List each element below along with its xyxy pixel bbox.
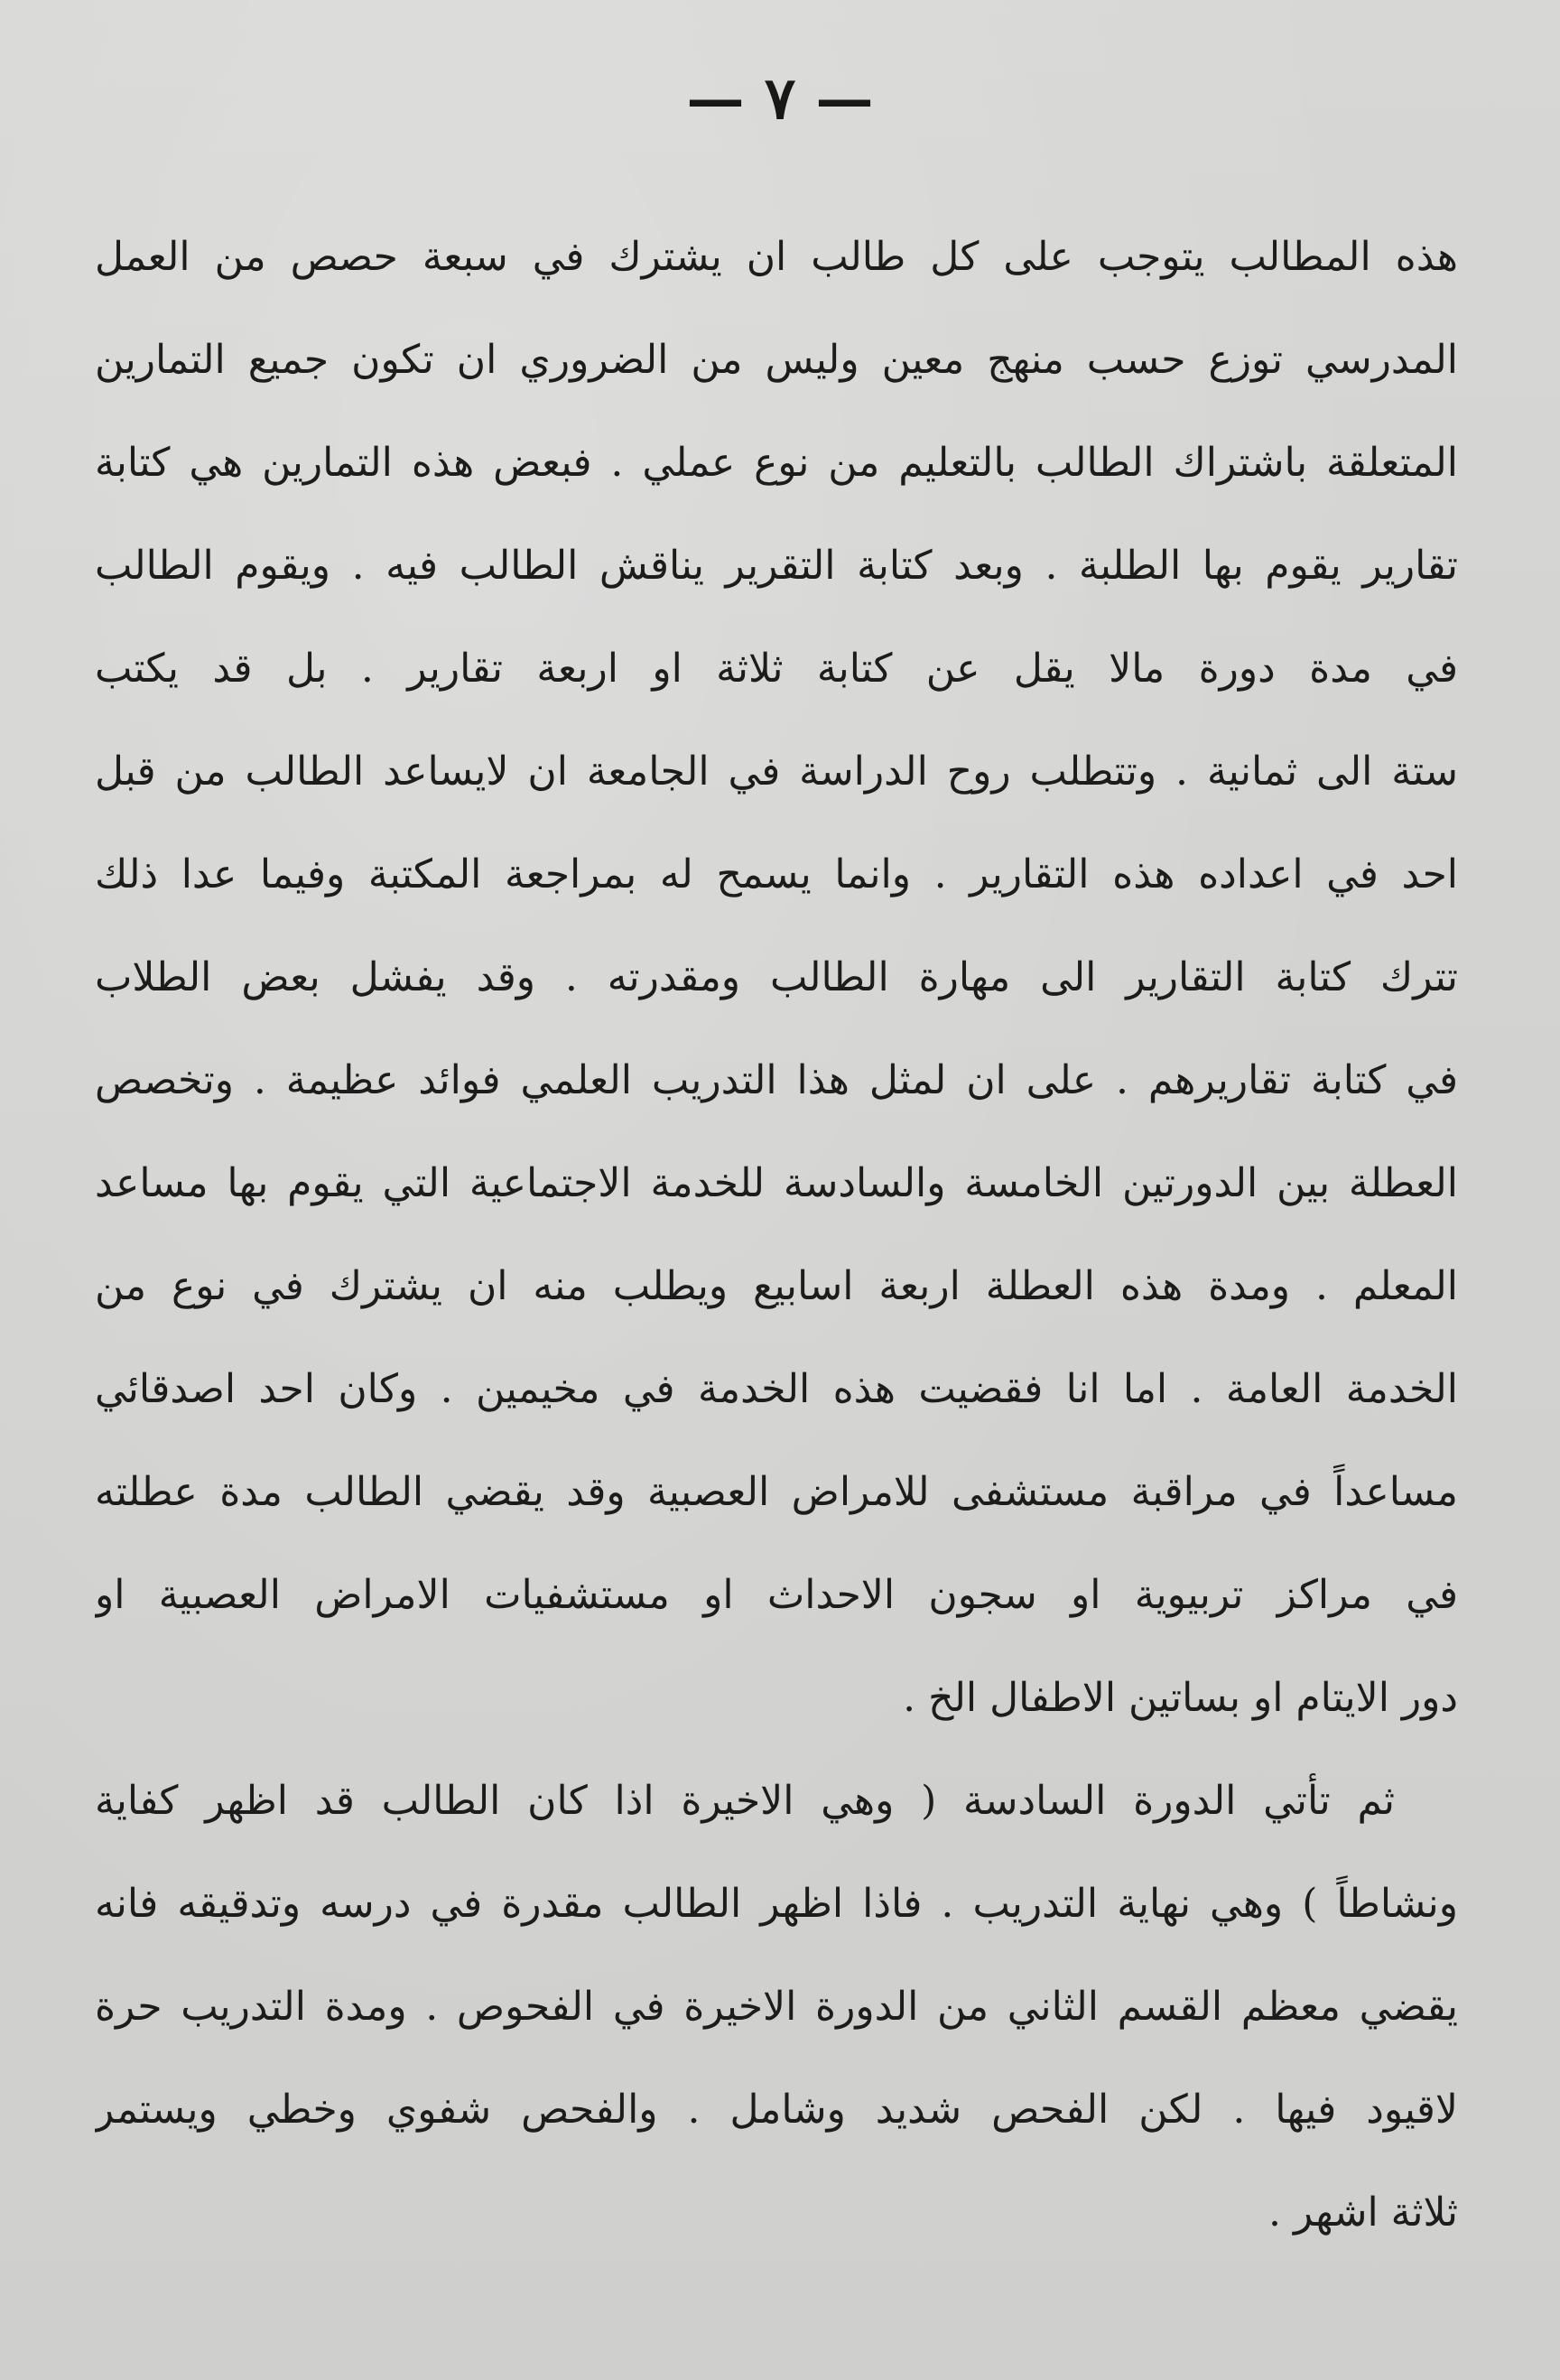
text-line: مساعداً في مراقبة مستشفى للامراض العصبية وقد يقضي الطالب مدة عطلته (95, 1469, 1458, 1515)
text-line: في مراكز تربيوية او سجون الاحداث او مستشفيات الامراض العصبية او (95, 1572, 1458, 1618)
text-line: احد في اعداده هذه التقارير . وانما يسمح له بمراجعة المكتبة وفيما عدا ذلك (95, 851, 1458, 897)
text-line: الخدمة العامة . اما انا فقضيت هذه الخدمة في مخيمين . وكان احد اصدقائي (95, 1366, 1458, 1412)
text-line: المدرسي توزع حسب منهج معين وليس من الضروري ان تكون جميع التمارين (95, 337, 1458, 383)
text-line: المتعلقة باشتراك الطالب بالتعليم من نوع عملي . فبعض هذه التمارين هي كتابة (95, 440, 1458, 486)
text-line: هذه المطالب يتوجب على كل طالب ان يشترك في سبعة حصص من العمل (95, 234, 1458, 280)
text-line: ونشاطاً ) وهي نهاية التدريب . فاذا اظهر الطالب مقدرة في درسه وتدقيقه فانه (95, 1881, 1458, 1927)
text-line: في كتابة تقاريرهم . على ان لمثل هذا التدريب العلمي فوائد عظيمة . وتخصص (95, 1057, 1458, 1103)
text-line: لاقيود فيها . لكن الفحص شديد وشامل . والفحص شفوي وخطي ويستمر (95, 2087, 1458, 2133)
text-line: تقارير يقوم بها الطلبة . وبعد كتابة التقرير يناقش الطالب فيه . ويقوم الطالب (95, 543, 1458, 589)
paragraph-end-line: ثلاثة اشهر . (1268, 2189, 1458, 2236)
text-line: العطلة بين الدورتين الخامسة والسادسة للخدمة الاجتماعية التي يقوم بها مساعد (95, 1160, 1458, 1206)
text-line: يقضي معظم القسم الثاني من الدورة الاخيرة في الفحوص . ومدة التدريب حرة (95, 1984, 1458, 2030)
paragraph-end-line: دور الايتام او بساتين الاطفال الخ . (903, 1675, 1458, 1721)
text-line: ستة الى ثمانية . وتتطلب روح الدراسة في الجامعة ان لايساعد الطالب من قبل (95, 748, 1458, 795)
text-line: تترك كتابة التقارير الى مهارة الطالب ومقدرته . وقد يفشل بعض الطلاب (95, 954, 1458, 1000)
text-line: المعلم . ومدة هذه العطلة اربعة اسابيع ويطلب منه ان يشترك في نوع من (95, 1263, 1458, 1309)
page-number: — ٧ — (686, 65, 874, 133)
text-line: في مدة دورة مالا يقل عن كتابة ثلاثة او اربعة تقارير . بل قد يكتب (95, 646, 1458, 692)
body-text (95, 206, 1458, 2264)
paragraph-start-line: ثم تأتي الدورة السادسة ( وهي الاخيرة اذا كان الطالب قد اظهر كفاية (95, 1778, 1395, 1824)
